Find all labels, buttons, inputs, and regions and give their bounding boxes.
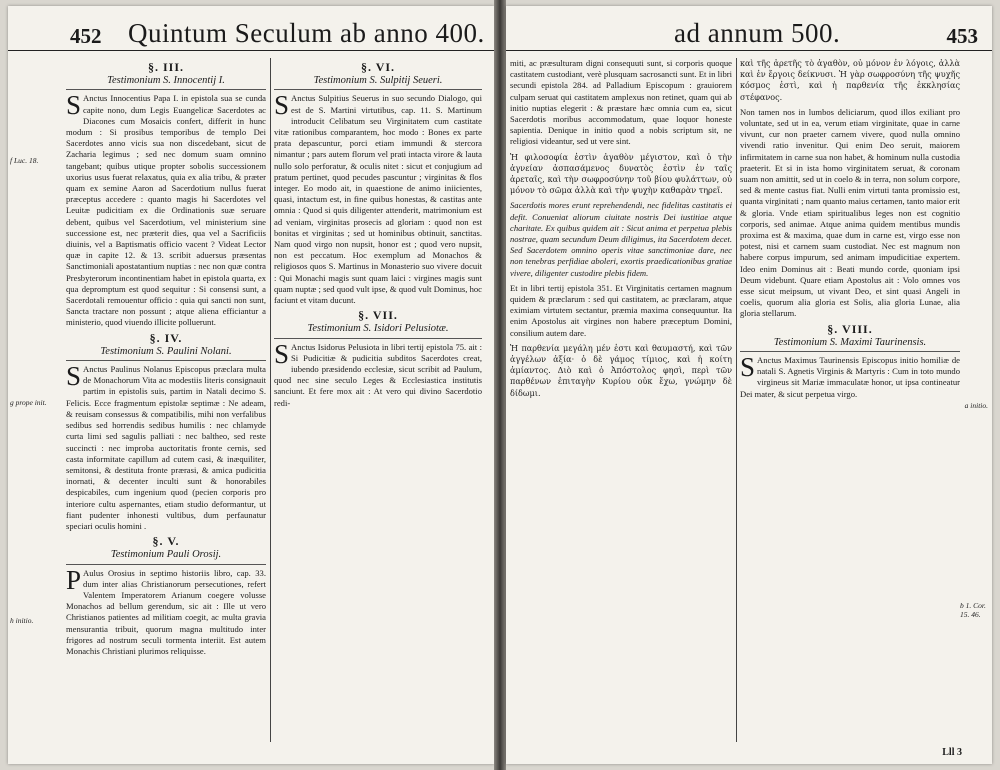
drop-cap: S xyxy=(274,338,290,369)
column-rule xyxy=(270,58,271,742)
body-paragraph xyxy=(740,107,960,320)
body-paragraph xyxy=(66,90,266,328)
running-head-right xyxy=(506,16,992,51)
paragraph-text: Anctus Innocentius Papa I. in epistola sua se cunda capite nono, dum Legis Euangelicæ Sacerdotes ac Diacones cum Mosaicis confert, differit in hunc modum : Si prosibus temporibus de templo Dei Sacerdotes anno vicis sua non discedebant, sicut de Zacharia legimus ; sed nec domum suam omnino tangebant; quibus utique propter sobolis successionem uxorius usus fuerat relaxatus, quia ex alia tribu, & præter quam ex semine Aaron ad Sacerdotium nullus fuerat præceptus accedere : quanto magis hi Sacerdotes vel Leuitæ pudicitiam ex die Ordinationis suæ seruare debent, quibus vel Sacerdotium, vel ministerium sine successione est, nec præterit dies, qua vel a Sacrificiis diuinis, vel a Baptismatis officio vacent ? Videat Lector quæ in capite 12. & 13. scribit aduersus præsentas Sanctimoniali apostatantium nuptias : nec non quæ contra Presbyterorum incontinentiam habet in epistola quarta, ex qua depromptum est quod sequitur : Si consensi sunt, a Sacerdotali remouentur officio : quia qui sancti non sunt, Sancta tractare non possunt ; atque aliena efficiantur a ministerio, quod viuendo illicite polluerunt. xyxy=(66,93,266,328)
section-title: Testimonium S. Isidori Pelusiotæ. xyxy=(274,323,482,338)
section-heading: §. III. xyxy=(147,60,184,74)
margin-note: f Luc. 18. xyxy=(10,156,39,165)
body-paragraph xyxy=(740,352,960,400)
margin-note: b 1. Cor. 15. 46. xyxy=(960,601,986,619)
paragraph-text: Anctus Sulpitius Seuerus in suo secundo Dialogo, qui est de S. Martini virtutibus, cap. 11. S. Martinum introducit Celibatum seu Virginitatem cum castitate vitæ rationibus comparantem, hoc modo : Bones ex parte prata depascuntur, porci etiam immundi & stercora nimantur ; pars autem florum vel prati intacta virore & lauta nullo solo perforatur, & oculis nitet : sicut et conjugium ad pratum pertinet, quod pecudes pascuntur ; virginitas & flos integer. Eo modo ait, in quaestione de animo iniicientes, quasi, intactum est, in fine quibus honestas, & castitas ante omnia : Quod si quis diligenter attenderit, matrimonium est ad veniam, virginitas prosecis ad gloriam : quod non est bonitas et virginitas ; sed ut hominibus obtinuit, sanctitas. Nam quod virgo non nupsit, honor est ; quod vero nupsit, non est peccatum. Hoc exemplum ad Monachos & religiosos quos S. Martinus in Monasterio suo vivere docuit : Qui Monachi magis sunt quam laici : virgines magis sunt quam nuptæ ; sed quod vult ipse, & quod vult Dominus, hoc faciunt et vitam ducunt. xyxy=(274,93,482,306)
paragraph-text: Anctus Paulinus Nolanus Episcopus præclara multa de Monachorum Vita ac modestiis literis consignauit partim in epistolis suis, partim in Natali decimo S. Felicis. Ecce fragmentum epistolæ septimæ : Ne adeam, & reuisam consessus & compatibilis, mihi non verfalibus sedibus sed horrendis sedibus humilis : nec chlamyde curta limi sed sagulis palliati : nec baltheo, sed reste succincti : nec improba auctoritatis fronte cernis, sed casta informitate capillum ad cutem casi, & inæquiliter, semitonsi, & destituta fronte prærasi, & amica pudicitia inornati, & decenter inculti sunt & honorabiles despicabiles, cum ingenium quod (pecien corporis pro interiore cultu aspernantes, etiam studio deformantur, ut fiant pudenter inhonesti vultibus, dum perfaunatur speciari oculis homini . xyxy=(66,364,266,531)
paragraph-text: Anctus Maximus Taurinensis Episcopus initio homiliæ de natali S. Agnetis Virginis & Martyris : Cum in toto mundo virgineus sit Mariæ immaculatæ honor, ut ipsa contineatur Dei mater, & sicut perpetua virgo. xyxy=(740,355,960,399)
section-title: Testimonium S. Sulpitij Seueri. xyxy=(274,75,482,90)
section-title: Testimonium Pauli Orosij. xyxy=(66,549,266,564)
right-column-2 xyxy=(740,58,960,746)
signature-mark: Lll 3 xyxy=(942,747,962,758)
section-title: Testimonium S. Paulini Nolani. xyxy=(66,346,266,361)
body-paragraph xyxy=(510,58,732,148)
right-page xyxy=(506,6,992,764)
section-title: Testimonium S. Innocentij I. xyxy=(66,75,266,90)
running-title: Quintum Seculum ab anno 400. xyxy=(128,18,485,48)
paragraph-text: Sacerdotis mores erunt reprehendendi, nec fidelitas castitatis ei defit. Conueniat aliorum ciuitate nostris Dei iustitiae atque charitate. Ex quibus quidem ait : Sicut anima et perpetua plebis nostrae, quam secundum Deum diligimus, ita Sacerdotem decet. Sed Sacerdotem omnino operis vitae sanctimoniae dare, nec non tenebras perfidiae aboleri, exortis praedicationibus gratiae vivere, diligenter custodire plebis fidem. xyxy=(510,200,732,278)
paragraph-text: Anctus Isidorus Pelusiota in libri tertij epistola 75. ait : Si Pudicitiæ & pudicitia subditos Sacerdotes creat, iubendo præsidendo ecclesiæ, sicut scribit ad Paulum, quod nec sine seculo Leges & Ecclesiastica institutis sanciunt. Et fere mox ait : At vero qui divino Sacerdotio redi- xyxy=(274,341,482,408)
greek-paragraph xyxy=(510,343,732,399)
column-rule xyxy=(736,58,737,742)
drop-cap: S xyxy=(66,90,82,121)
section-heading: §. VIII. xyxy=(827,321,873,336)
page-number: 453 xyxy=(946,24,978,48)
body-paragraph xyxy=(66,564,266,658)
paragraph-text: Aulus Orosius in septimo historiis libro, cap. 33. dum inter alias Christianorum persecutiones, refert Valentem Imperatorem Arianum coegere volusse Monachos ad bellum gerendum, sic ait : Ille ut vero Christianos patientes ad militiam coegit, ac multa gravia mensurantia tribuit, quorum magna multitudo inter frigores ad nostrum seculi tormenta interiit. Est autem Monachis Christiani plurimos reliquisse. xyxy=(66,567,266,656)
left-column-1 xyxy=(66,58,266,746)
paragraph-text: Et in libri tertij epistola 351. Et Virginitatis certamen magnum quidem & præclarum : sed qui castitatem, ac præclaram, atque eximiam virtutem sectantur, præmia maxima consequuntur. Ita enim Apostolus ait virgines non habere præceptum Domini, consilium autem dare. xyxy=(510,282,732,338)
drop-cap: S xyxy=(740,352,756,383)
running-head-left xyxy=(8,16,494,51)
greek-paragraph xyxy=(510,152,732,197)
drop-cap: S xyxy=(66,361,82,392)
paragraph-text: Ἡ παρθενία μεγάλη μέν ἐστι καὶ θαυμαστή, καὶ τῶν ἀγγέλων ἀξία· ὁ δὲ γάμος τίμιος, καὶ ἡ κοίτη ἀμίαντος. Διὸ καὶ ὁ Ἀπόστολος φησὶ, περὶ τῶν παρθένων ἐπιταγὴν Κυρίου οὐκ ἔχω, γνώμην δὲ δίδωμι. xyxy=(510,342,732,398)
left-column-2 xyxy=(274,58,482,746)
book-gutter xyxy=(494,0,506,770)
margin-note: g prope init. xyxy=(10,398,47,407)
greek-paragraph xyxy=(740,58,960,103)
section-heading: §. IV. xyxy=(149,330,183,345)
drop-cap: P xyxy=(66,564,82,595)
body-paragraph xyxy=(510,200,732,278)
section-heading: §. VI. xyxy=(360,60,396,74)
running-title: ad annum 500. xyxy=(674,18,841,48)
body-paragraph xyxy=(510,283,732,339)
section-title: Testimonium S. Maximi Taurinensis. xyxy=(740,337,960,352)
paragraph-text: καὶ τῆς ἀρετῆς τὸ ἀγαθὸν, οὐ μόνον ἐν λόγοις, ἀλλὰ καὶ ἐν ἔργοις δείκνυσι. Ἡ γὰρ σωφροσύνη τῆς ψυχῆς κόσμος ἐστὶ, καὶ ἡ παρθενία τῆς ἐκκλησίας στέφανος. xyxy=(740,58,960,102)
body-paragraph xyxy=(66,361,266,532)
page-number: 452 xyxy=(70,24,102,48)
margin-note: h initio. xyxy=(10,616,34,625)
right-column-1 xyxy=(510,58,732,746)
left-page xyxy=(8,6,494,764)
section-heading: §. V. xyxy=(152,534,180,549)
paragraph-text: Non tamen nos in lumbos deliciarum, quod illos exiliant pro voluntate, sed ut in ea, verum etiam virginitate, quae in carne vivunt, cur non praeter carnem vivere, quod nulla omnino vivendi ratio invenitur. Qui enim Deo seruit, maiorem infirmitatem in carne sua non habet, & hominum nulla custodia praeterit. Et si in ista homo virginitatem seruat, & coronam suam non amittit, sed ut in coelo & in terra, non solum corpore, sed & mente castus fiat. Nulli enim virtuti tanta promissio est, quanta virginitati ; nam quanto maius certamen, tanto maior erit & gloria. Vnde etiam spiritualibus leges non est cognitio corporis, sed animae. Atque anima quidem mentibus mundis proxima est & maxima, quae dum in carne est, virgo esse non potest, nisi et carnem suam custodiat. Nec est magnum non habere corpus impurum, sed animam impudicitiae expertem. Ideo enim Dominus ait : Beati mundo corde, quoniam ipsi Deum videbunt. Quare etiam Apostolus ait : Volo omnes vos esse sicut meipsum, ut vivant Deo, et sint quasi Angeli in coelis, quorum alia gloria est Solis, alia gloria Lunae, alia gloria stellarum. xyxy=(740,106,960,319)
paragraph-text: miti, ac præsulturam digni consequuti sunt, si corporis quoque castitatem custodiant, verè plusquam sacrosancti sunt. Et in libri secundi epistola 284. ad Palladium Episcopum : grauiorem culpam seruat qui castitatem amplexus non retinet, quam qui ab initio nuptias elegerit : & præstare hæc omnia cum ea, sicut Sacerdotis moribus accommodatum, quae loquor honeste sapientia. Denique in initio quod a nobis scriptum sit, ne religiosi videantur, sed ut vere sint. xyxy=(510,58,732,147)
paragraph-text: Ἡ φιλοσοφία ἐστὶν ἀγαθὸν μέγιστον, καὶ ὁ τὴν ἀγνείαν ἀσπασάμενος δυνατὸς ἐστὶν ἐν ταῖς ἀρεταῖς, καὶ τὴν σωφροσύνην τοῦ βίου φυλάττων, οὐ μόνον τὸ σῶμα ἀλλὰ καὶ τὴν ψυχὴν καθαρὰν τηρεῖ. xyxy=(510,151,732,196)
drop-cap: S xyxy=(274,90,290,121)
body-paragraph xyxy=(274,90,482,306)
body-paragraph xyxy=(274,338,482,409)
margin-note: a initio. xyxy=(964,401,988,410)
section-heading: §. VII. xyxy=(358,308,398,323)
